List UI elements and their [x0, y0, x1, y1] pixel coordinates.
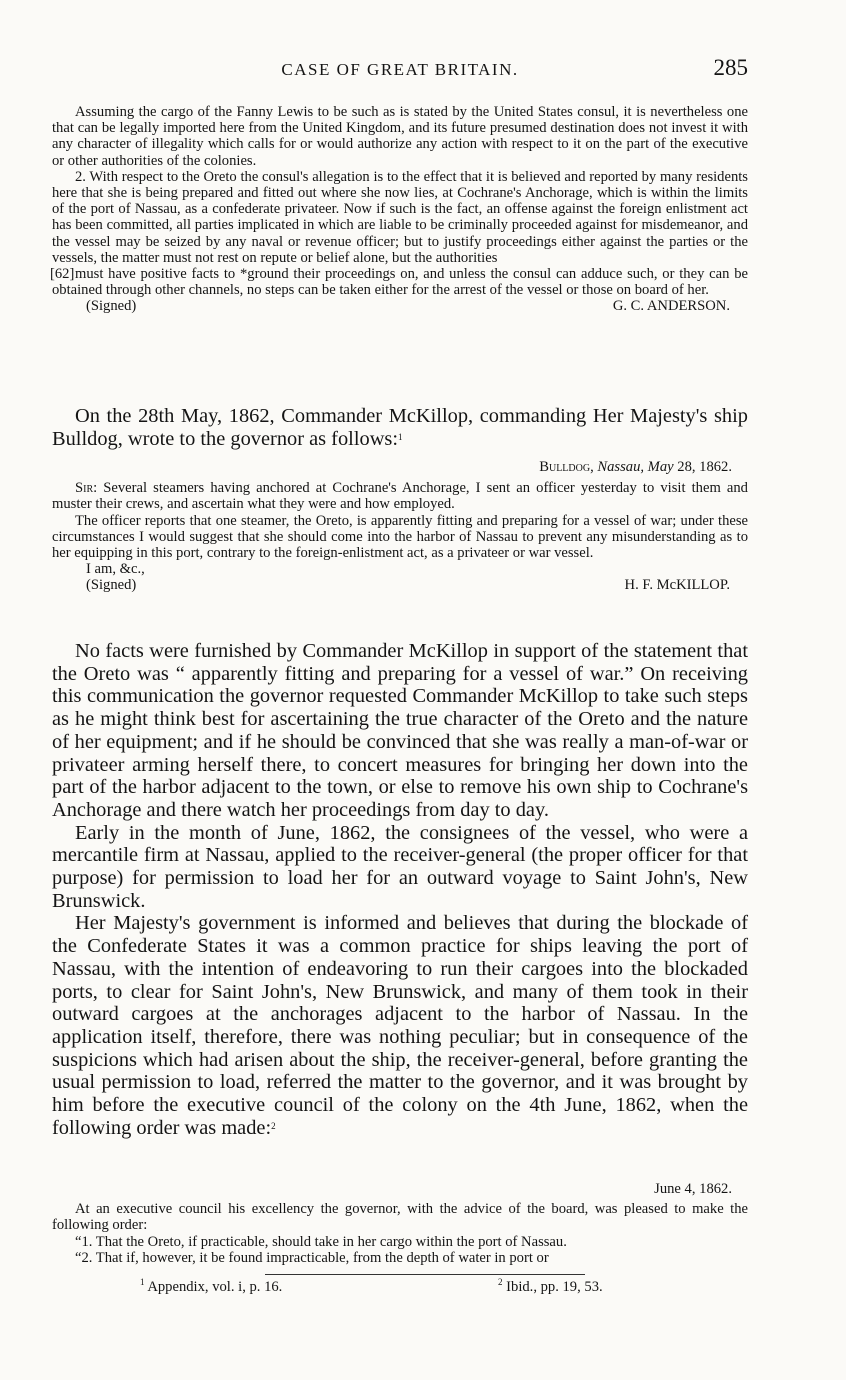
executive-council-order	[52, 1181, 748, 1266]
anderson-paragraph-2b-text: must have positive facts to *ground their proceedings on, and unless the consul can adduce such, or they can be obtained through other channels, no steps can be taken either for the arrest of the vessel or those on board of her.	[52, 266, 748, 299]
order-item-2: “2. That if, however, it be found impracticable, from the depth of water in port or	[75, 1249, 549, 1266]
body-paragraph-3-text: Her Majesty's government is informed and believes that during the blockade of the Confederate States it was a common practice for ships leaving the port of Nassau, with the intention of endeavoring to run their cargoes into the blockaded ports, to clear for Saint John's, New Brunswick, and many of them took in their outward cargoes at the anchorages adjacent to the harbor of Nassau. In the application itself, therefore, there was nothing peculiar; but in consequence of the suspicions which had arisen about the ship, the receiver-general, before granting the usual permission to load, referred the matter to the governor, and it was brought by him before the executive council of the colony on the 4th June, 1862, when the following order was made:	[52, 912, 748, 1139]
mckillop-signature-line	[52, 577, 748, 593]
mckillop-intro-paragraph	[52, 405, 748, 450]
footnote-1-mark: 1	[140, 1277, 145, 1287]
footnote-2-text: Ibid., pp. 19, 53.	[506, 1279, 603, 1295]
anderson-paragraph-1: Assuming the cargo of the Fanny Lewis to be such as is stated by the United States consul, it is nevertheless one that can be legally imported here from the United Kingdom, and its future presumed destination does not invest it with any character of illegality which calls for or would authorize any action with respect to it on the part of the executive or other authorities of the colonies.	[52, 104, 748, 169]
footnote-2-mark: 2	[498, 1277, 503, 1287]
footnote-2	[498, 1279, 603, 1296]
letter-paragraph-1-text: Several steamers having anchored at Cochrane's Anchorage, I sent an officer yesterday to visit them and muster their crews, and ascertain what they were and how employed.	[52, 480, 748, 513]
body-paragraph-1: No facts were furnished by Commander McKillop in support of the statement that the Oreto was “ apparently fitting and preparing for a vessel of war.” On receiving this communication the governor requested Commander McKillop to take such steps as he might think best for ascertaining the true character of the Oreto and the nature of her equipment; and if he should be convinced that she was really a man-of-war or privateer arming herself there, to concert measures for bringing her down into the part of the harbor adjacent to the town, or else to remove his own ship to Cochrane's Anchorage and there watch her proceedings from day to day.	[52, 640, 748, 821]
anderson-paragraph-2a: 2. With respect to the Oreto the consul's allegation is to the effect that it is believed and reported by many residents here that she is being prepared and fitted out where she now lies, at Cochrane's Anchorage, which is within the limits of the port of Nassau, as a confederate privateer. Now if such is the fact, an offense against the foreign enlistment act has been committed, all parties implicated in which are liable to be criminally proceeded against for misdemeanor, and the vessel may be seized by any naval or revenue officer; but to justify proceedings either against the parties or the vessels, the matter must not rest on repute or belief alone, but the authorities	[52, 168, 748, 266]
anderson-paragraph-2b	[52, 266, 748, 298]
body-paragraph-3	[52, 912, 748, 1139]
letter-salutation: Sir:	[75, 480, 98, 497]
main-body	[52, 640, 748, 1139]
dateline-place: Nassau, May	[597, 459, 674, 475]
footnote-ref-1: 1	[398, 431, 403, 442]
order-date: June 4, 1862.	[654, 1181, 732, 1197]
order-item-1: “1. That the Oreto, if practicable, should take in her cargo within the port of Nassau.	[75, 1233, 567, 1250]
letter-paragraph-2: The officer reports that one steamer, the Oreto, is apparently fitting and preparing for a vessel of war; under these circumstances I would suggest that she should come into the harbor of Nassau to prevent any misunderstanding as to her equipping in this port, contrary to the foreign-enlistment act, as a privateer or war vessel.	[52, 512, 748, 562]
dateline-ship: Bulldog,	[539, 459, 594, 475]
anderson-signature-line	[52, 298, 748, 314]
running-title: CASE OF GREAT BRITAIN.	[281, 60, 519, 79]
mckillop-letter	[52, 459, 748, 594]
footnote-ref-2: 2	[271, 1120, 276, 1131]
dateline-date: 28, 1862.	[677, 459, 732, 475]
signature-name: H. F. McKILLOP.	[624, 577, 730, 594]
letter-dateline	[52, 459, 748, 475]
mckillop-intro-text: On the 28th May, 1862, Commander McKillop, commanding Her Majesty's ship Bulldog, wrote to the governor as follows:	[52, 405, 748, 450]
footnote-1	[140, 1279, 282, 1296]
body-paragraph-2: Early in the month of June, 1862, the consignees of the vessel, who were a mercantile firm at Nassau, applied to the receiver-general (the proper officer for that purpose) for permission to load her for an outward voyage to Saint John's, New Brunswick.	[52, 821, 748, 912]
signed-label: (Signed)	[86, 577, 137, 594]
letter-paragraph-1	[52, 480, 748, 512]
page-number: 285	[713, 55, 748, 80]
original-page-marker: [62]	[50, 266, 75, 283]
signed-label: (Signed)	[86, 298, 137, 315]
footnote-divider	[265, 1274, 585, 1275]
running-header	[52, 55, 748, 80]
footnote-1-text: Appendix, vol. i, p. 16.	[147, 1279, 283, 1295]
signature-name: G. C. ANDERSON.	[612, 298, 730, 315]
quoted-letter-anderson	[52, 104, 748, 315]
order-intro: At an executive council his excellency the governor, with the advice of the board, was pleased to make the following order:	[52, 1201, 748, 1234]
letter-closing: I am, &c.,	[86, 561, 145, 578]
